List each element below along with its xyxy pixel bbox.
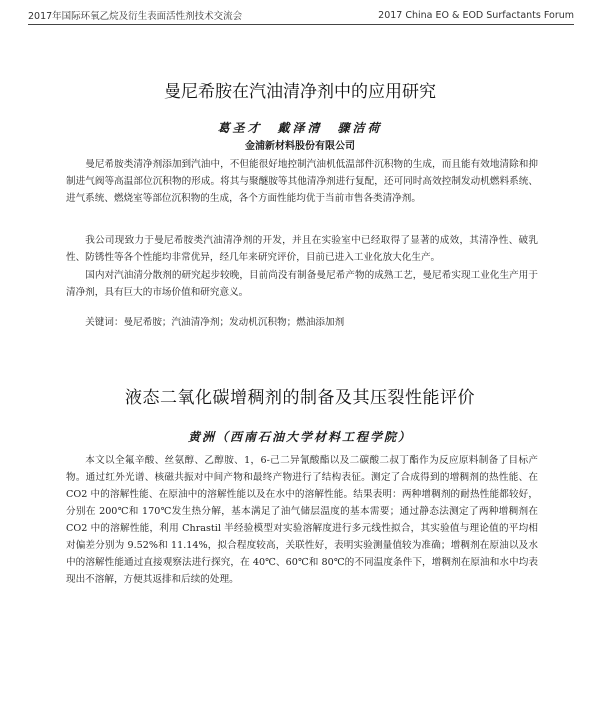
article2-title: 液态二氧化碳增稠剂的制备及其压裂性能评价 bbox=[125, 388, 475, 408]
article1-paragraph-2: 我公司现致力于曼尼希胺类汽油清净剂的开发，并且在实验室中已经取得了显著的成效，其清净性、破乳性、防锈性等各个性能均非常优异，经几年来研究评价，目前已进入工业化放大化生产。 bbox=[66, 235, 538, 263]
header-right-text: 2017 China EO & EOD Surfactants Forum bbox=[378, 9, 574, 21]
article1-authors: 葛圣才 戴泽清 骤洁荷 bbox=[217, 121, 383, 135]
article1-paragraph-1: 曼尼希胺类清净剂添加到汽油中，不但能很好地控制汽油机低温部件沉积物的生成，而且能有效地清除和抑制进气阀等高温部位沉积物的形成。将其与聚醚胺等其他清净剂进行复配，还可同时高效控制发动机燃料系统、进气系统、燃烧室等部位沉积物的生成，各个方面性能均优于当前市售各类清净剂。 bbox=[66, 159, 538, 204]
page-header bbox=[28, 6, 574, 24]
article1-affiliation: 金浦新材料股份有限公司 bbox=[245, 141, 355, 152]
header-rule bbox=[28, 24, 574, 25]
article1-keywords: 关键词：曼尼希胺；汽油清净剂；发动机沉积物；燃油添加剂 bbox=[85, 317, 345, 328]
article2-authors: 黄洲（西南石油大学材料工程学院） bbox=[187, 430, 412, 444]
article1-title: 曼尼希胺在汽油清净剂中的应用研究 bbox=[164, 82, 436, 102]
article2-paragraph: 本文以全氟辛酸、丝氨醇、乙醇胺、1，6-己二异氰酸酯以及二碳酸二叔丁酯作为反应原料制备了目标产物。通过红外光谱、核磁共振对中间产物和最终产物进行了结构表征。测定了合成得到的增稠剂的热性能、在 CO2 中的溶解性能、在原油中的溶解性能以及在水中的溶解性能。结果表明：两种增稠剂的耐热性能都较好，分别在 200℃和 170℃发生热分解，基本满足了油气储层温度的基本需要；通过静态法测定了两种增稠剂在 CO2 中的溶解性能，利用 Chrastil 半经验模型对实验溶解度进行多元线性拟合，其实验值与理论值的平均相对偏差分别为 9.52%和 11.14%，拟合程度较高，关联性好，表明实验测量值较为准确；增稠剂在原油以及水中的溶解性能通过直接观察法进行探究，在 40℃、60℃和 80℃的不同温度条件下，增稠剂在原油和水中均表现出不溶解，方便其返排和后续的处理。 bbox=[66, 455, 538, 585]
header-left-text: 2017年国际环氧乙烷及衍生表面活性剂技术交流会 bbox=[28, 11, 243, 22]
article1-paragraph-3: 国内对汽油清分散剂的研究起步较晚，目前尚没有制备曼尼希产物的成熟工艺，曼尼希实现工业化生产用于清净剂，具有巨大的市场价值和研究意义。 bbox=[66, 270, 538, 298]
